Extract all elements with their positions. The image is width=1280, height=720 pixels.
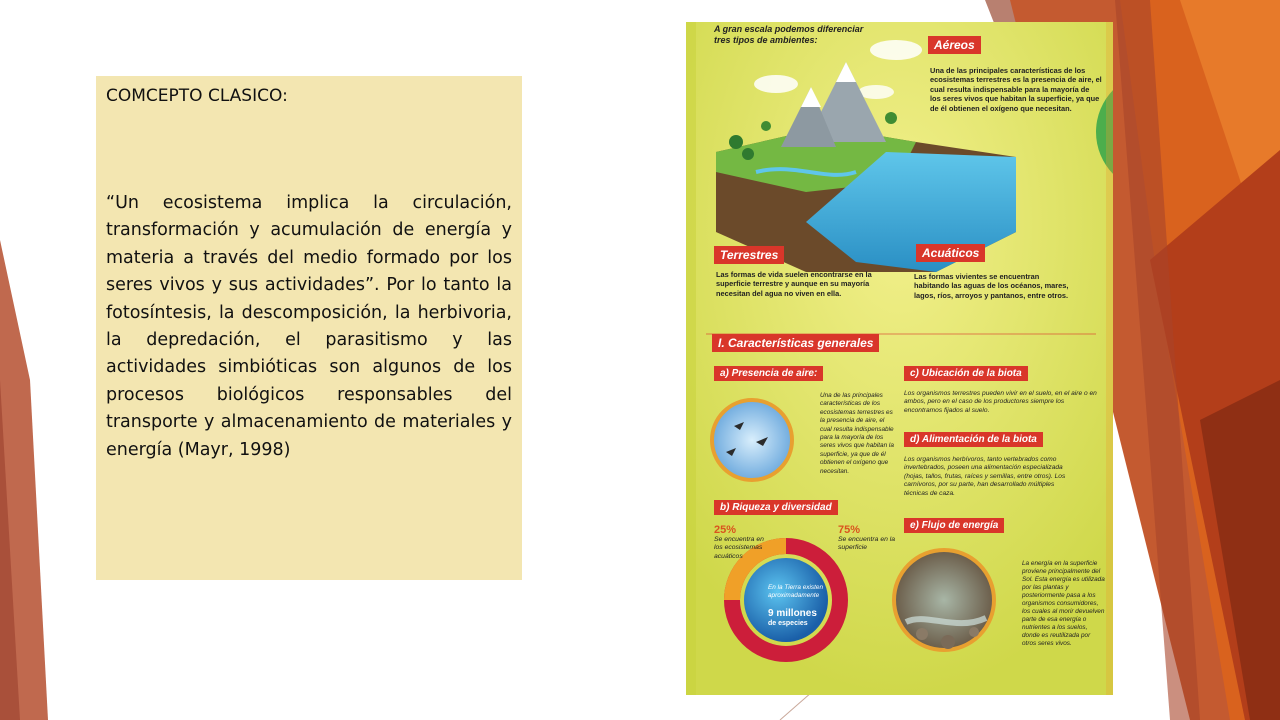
riqueza-banner: b) Riqueza y diversidad [714,500,838,515]
aereos-text: Una de las principales características de los ecosistemas terrestres es la presencia de aire, el cual resulta indispensable para la mayoría de los seres vivos que habitan la superficie, ya que de él obtienen el oxígeno que necesitan. [930,66,1102,113]
globe-line3: de especies [768,620,808,627]
pct-left: 25% [714,524,737,536]
alimentacion-text: Los organismos herbívoros, tanto vertebrados como invertebrados, poseen una alimentación especializada (hojas, tallos, frutas, raíces y semillas, entre otros). Los carnívoros, por su parte, han desarrollado múltiples técnicas de caza. [904,456,1066,497]
terrestres-text: Las formas de vida suelen encontrarse en la superficie terrestre y aunque en su mayoría necesitan del agua no viven en ella. [716,270,872,298]
pct-right-text: Se encuentra en la superficie [838,536,896,552]
globe-big: 9 millones [768,608,817,619]
flujo-banner: e) Flujo de energía [904,518,1004,533]
pct-left-text: Se encuentra en los ecosistemas acuáticos [714,536,764,560]
intro-text: A gran escala podemos diferenciar tres tipos de ambientes: [714,24,864,45]
concept-textbox [96,76,522,580]
flujo-text: La energía en la superficie proviene principalmente del Sol. Esta energía es utilizada por las plantas y posteriormente pasa a los organismos consumidores, los cuales al morir devuelven parte de esa energía o nutrientes a los suelos, donde es reutilizada por otros seres vivos. [1022,560,1105,647]
section-title-banner: I. Características generales [712,334,879,352]
presencia-aire-banner: a) Presencia de aire: [714,366,823,381]
terrestres-banner: Terrestres [714,246,784,264]
ubicacion-banner: c) Ubicación de la biota [904,366,1028,381]
concept-title: COMCEPTO CLASICO: [106,86,288,106]
pct-right: 75% [838,524,861,536]
concept-body: “Un ecosistema implica la circulación, transformación y acumulación de energía y materia a través del medio formado por los seres vivos y sus actividades”. Por lo tanto la fotosíntesis, la descomposición, la herbivoria, la depredación, el parasitismo y las actividades simbióticas son algunos de los procesos biológicos responsables del transporte y almacenamiento de materiales y energía (Mayr, 1998) [106,193,512,460]
acuaticos-banner: Acuáticos [916,244,985,262]
ubicacion-text: Los organismos terrestres pueden vivir en el suelo, en el aire o en ambos, pero en el caso de los productores siempre los encontramos fijados al suelo. [904,390,1097,414]
ecosystem-infographic [686,22,1113,695]
aereos-banner: Aéreos [928,36,981,54]
presencia-aire-text: Una de las principales características de los ecosistemas terrestres es la presencia de aire, el cual resulta indispensable para la mayoría de los seres vivos que habitan la superficie, ya que de él obtienen el oxígeno que necesitan. [820,392,894,475]
alimentacion-banner: d) Alimentación de la biota [904,432,1043,447]
globe-line1: En la Tierra existen aproximadamente [768,584,823,599]
acuaticos-text: Las formas vivientes se encuentran habitando las aguas de los océanos, mares, lagos, ríos, arroyos y pantanos, entre otros. [914,272,1069,300]
